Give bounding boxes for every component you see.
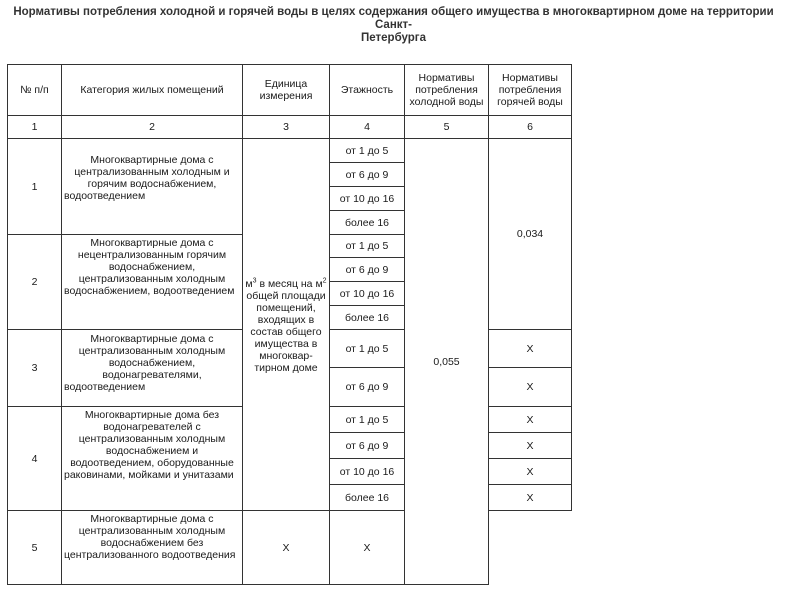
hot-value: X (489, 368, 572, 407)
column-number: 1 (8, 116, 62, 139)
floor-range: от 10 до 16 (330, 459, 405, 485)
column-number: 3 (243, 116, 330, 139)
norms-table (7, 64, 572, 585)
table-row (8, 139, 572, 163)
header-num: № п/п (8, 65, 62, 116)
header-hot: Нормативы потребления горячей воды (489, 65, 572, 116)
unit-cell (243, 139, 330, 511)
title-line-1: Нормативы потребления холодной и горячей воды в целях содержания общего имущества в многоквартирном доме на территории Санкт- (13, 6, 774, 31)
floor-range: более 16 (330, 306, 405, 330)
floor-range: от 10 до 16 (330, 187, 405, 211)
floor-range: от 6 до 9 (330, 433, 405, 459)
column-number: 2 (62, 116, 243, 139)
category-text: Многоквартирные дома с централизованным холодным и горячим водоснабжением, водоотведением (64, 154, 230, 202)
column-number-row (8, 116, 572, 139)
row-category (62, 330, 243, 407)
row-category (62, 407, 243, 511)
hot-value: X (330, 511, 405, 585)
header-cold: Нормативы потребления холодной воды (405, 65, 489, 116)
hot-value: X (489, 433, 572, 459)
header-row (8, 65, 572, 116)
row-number: 2 (8, 235, 62, 330)
unit-text: $м^3$ в месяц на $м^2$ общей площади помещений, входящих в состав общего имущества в многоквар-тирном доме (245, 277, 327, 374)
floor-range: от 1 до 5 (330, 330, 405, 368)
category-text: Многоквартирные дома без водонагревателей с централизованным холодным водоснабжением и водоотведением, оборудованные раковинами, мойками и унитазами (64, 409, 234, 481)
floor-range: от 1 до 5 (330, 235, 405, 258)
floor-range: от 6 до 9 (330, 258, 405, 282)
row-category (62, 235, 243, 330)
category-text: Многоквартирные дома с централизованным холодным водоснабжением без централизованного водоотведения (64, 513, 236, 561)
page-title (10, 6, 777, 45)
floor-range: X (243, 511, 330, 585)
floor-range: от 1 до 5 (330, 407, 405, 433)
floor-range: более 16 (330, 485, 405, 511)
hot-value-shared: 0,034 (489, 139, 572, 330)
header-floors: Этажность (330, 65, 405, 116)
row-number: 3 (8, 330, 62, 407)
floor-range: от 1 до 5 (330, 139, 405, 163)
row-category (62, 511, 243, 585)
column-number: 6 (489, 116, 572, 139)
floor-range: от 6 до 9 (330, 163, 405, 187)
header-category: Категория жилых помещений (62, 65, 243, 116)
row-category (62, 139, 243, 235)
row-number: 4 (8, 407, 62, 511)
cold-value: 0,055 (405, 139, 489, 585)
hot-value: X (489, 407, 572, 433)
column-number: 4 (330, 116, 405, 139)
floor-range: от 10 до 16 (330, 282, 405, 306)
hot-value: X (489, 330, 572, 368)
category-text: Многоквартирные дома с нецентрализованным горячим водоснабжением, централизованным холодным водоснабжением, водоотведением (64, 237, 235, 297)
header-unit: Единица измерения (243, 65, 330, 116)
column-number: 5 (405, 116, 489, 139)
floor-range: более 16 (330, 211, 405, 235)
hot-value: X (489, 459, 572, 485)
hot-value: X (489, 485, 572, 511)
row-number: 5 (8, 511, 62, 585)
category-text: Многоквартирные дома с централизованным холодным водоснабжением, водонагревателями, водоотведением (64, 333, 226, 393)
floor-range: от 6 до 9 (330, 368, 405, 407)
title-line-2: Петербурга (361, 32, 426, 44)
row-number: 1 (8, 139, 62, 235)
